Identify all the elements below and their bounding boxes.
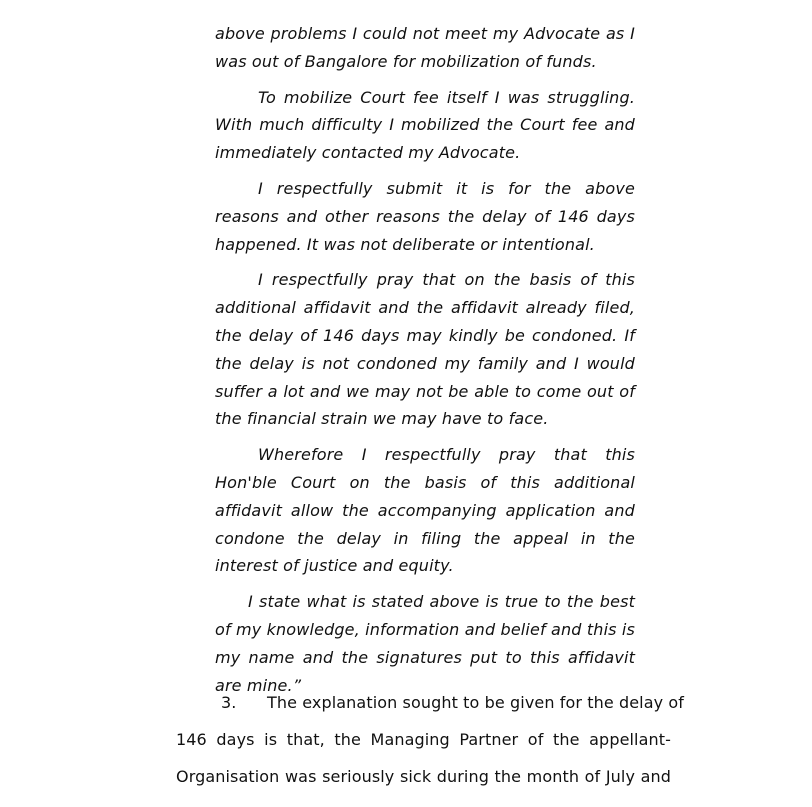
quote-paragraph-verification: I state what is stated above is true to the best of my knowledge, information and belief and this is my name and the signatures put to this affidavit are mine.” <box>215 592 635 695</box>
paragraph-3-line-3: Organisation was seriously sick during the month of July and <box>176 767 671 786</box>
quote-paragraph-court-fee: To mobilize Court fee itself I was struggling. With much difficulty I mobilized the Court fee and immediately contacted my Advocate. <box>215 87 635 163</box>
quote-paragraph-wherefore: Wherefore I respectfully pray that this Hon'ble Court on the basis of this additional affidavit allow the accompanying application and condone the delay in filing the appeal in the interest of justice and equity. <box>215 445 635 576</box>
quote-paragraph-continued: above problems I could not meet my Advocate as I was out of Bangalore for mobilization of funds. <box>215 24 635 71</box>
quote-paragraph-reasons: I respectfully submit it is for the above reasons and other reasons the delay of 146 days happened. It was not deliberate or intentional. <box>215 178 635 254</box>
paragraph-number: 3. <box>221 693 237 712</box>
quote-paragraph-prayer: I respectfully pray that on the basis of this additional affidavit and the affidavit already filed, the delay of 146 days may kindly be condoned. If the delay is not condoned my family and I would suffer a lot and we may not be able to come out of the financial strain we may have to face. <box>215 270 635 429</box>
paragraph-3-text-1: The explanation sought to be given for the delay of <box>267 693 685 712</box>
paragraph-3-line-2: 146 days is that, the Managing Partner of the appellant- <box>176 730 671 749</box>
affidavit-quote <box>215 20 635 707</box>
paragraph-3 <box>176 684 685 795</box>
paragraph-3-line-1 <box>176 684 685 721</box>
